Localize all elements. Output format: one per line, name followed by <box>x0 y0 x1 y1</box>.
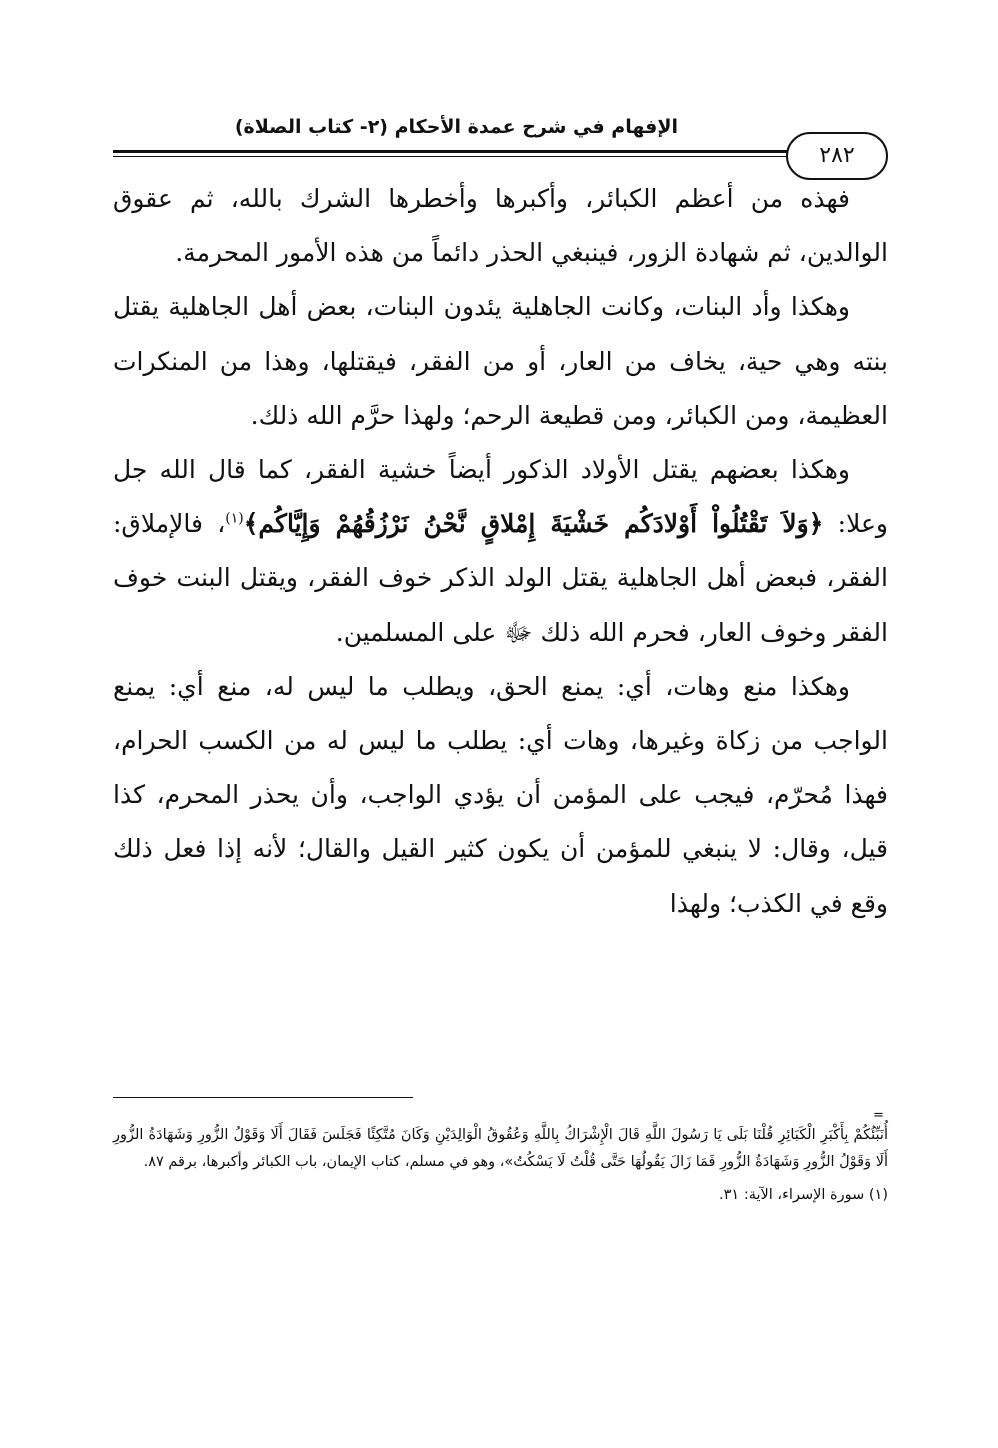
quran-verse: ﴿وَلاَ تَقْتُلُواْ أَوْلادَكُم خَشْيَةَ إِمْلاقٍ نَّحْنُ نَرْزُقُهُمْ وَإِيَّاكُم﴾ <box>243 509 824 539</box>
running-title: الإفهام في شرح عمدة الأحكام (٢- كتاب الصلاة) <box>234 116 678 138</box>
footnote-reference-1[interactable]: (١) <box>225 510 244 527</box>
paragraph-4: وهكذا منع وهات، أي: يمنع الحق، ويطلب ما ليس له، منع أي: يمنع الواجب من زكاة وغيرها، وهات أي: يطلب ما ليس له من الكسب الحرام، فهذا مُحرّم، فيجب على المؤمن أن يؤدي الواجب، وأن يحذر المحرم، كذا قيل، وقال: لا ينبغي للمؤمن أن يكون كثير القيل والقال؛ لأنه إذا فعل ذلك وقع في الكذب؛ ولهذا <box>113 671 888 918</box>
header-rule-thick <box>113 150 788 153</box>
footnotes <box>113 1122 888 1209</box>
footnote-continued: أُنَبِّئُكُمْ بِأَكْبَرِ الْكَبَائِرِ قُلْنَا بَلَى يَا رَسُولَ اللَّهِ قَالَ الْإِشْرَاكُ بِاللَّهِ وَعُقُوقُ الْوَالِدَيْنِ وَكَانَ مُتَّكِئًا فَجَلَسَ فَقَالَ أَلَا وَقَوْلُ الزُّورِ وَشَهَادَةُ الزُّورِ أَلَا وَقَوْلُ الزُّورِ وَشَهَادَةُ الزُّورِ فَمَا زَالَ يَقُولُهَا حَتَّى قُلْتُ لَا يَسْكُتُ»، وهو في مسلم، كتاب الإيمان، باب الكبائر وأكبرها، برقم ٨٧. <box>113 1127 888 1170</box>
paragraph-3-text-after: ، فالإملاق: الفقر، فبعض أهل الجاهلية يقتل الولد الذكر خوف الفقر، ويقتل البنت خوف الفقر وخوف العار، فحرم الله ذلك ﷻ على المسلمين. <box>113 509 888 647</box>
page-number: ٢٨٢ <box>786 132 888 180</box>
footnote-separator <box>113 1097 413 1098</box>
paragraph-2: وهكذا وأد البنات، وكانت الجاهلية يئدون البنات، بعض أهل الجاهلية يقتل بنته وهي حية، يخاف من العار، أو من الفقر، فيقتلها، وهذا من المنكرات العظيمة، ومن الكبائر، ومن قطيعة الرحم؛ ولهذا حرَّم الله ذلك. <box>113 292 888 430</box>
paragraph-3 <box>113 443 888 660</box>
footnote-continuation-mark: = <box>873 1108 884 1123</box>
footnote-1: (١) سورة الإسراء، الآية: ٣١. <box>719 1187 888 1203</box>
paragraph-1: فهذه من أعظم الكبائر، وأكبرها وأخطرها الشرك بالله، ثم عقوق الوالدين، ثم شهادة الزور، فينبغي الحذر دائماً من هذه الأمور المحرمة. <box>113 184 888 268</box>
page-header <box>113 110 888 168</box>
paragraph-3-text-before: وهكذا بعضهم يقتل الأولاد الذكور أيضاً خشية الفقر، كما قال الله جل وعلا: <box>113 455 888 539</box>
main-text <box>113 172 888 931</box>
header-rule-thin <box>113 156 788 157</box>
